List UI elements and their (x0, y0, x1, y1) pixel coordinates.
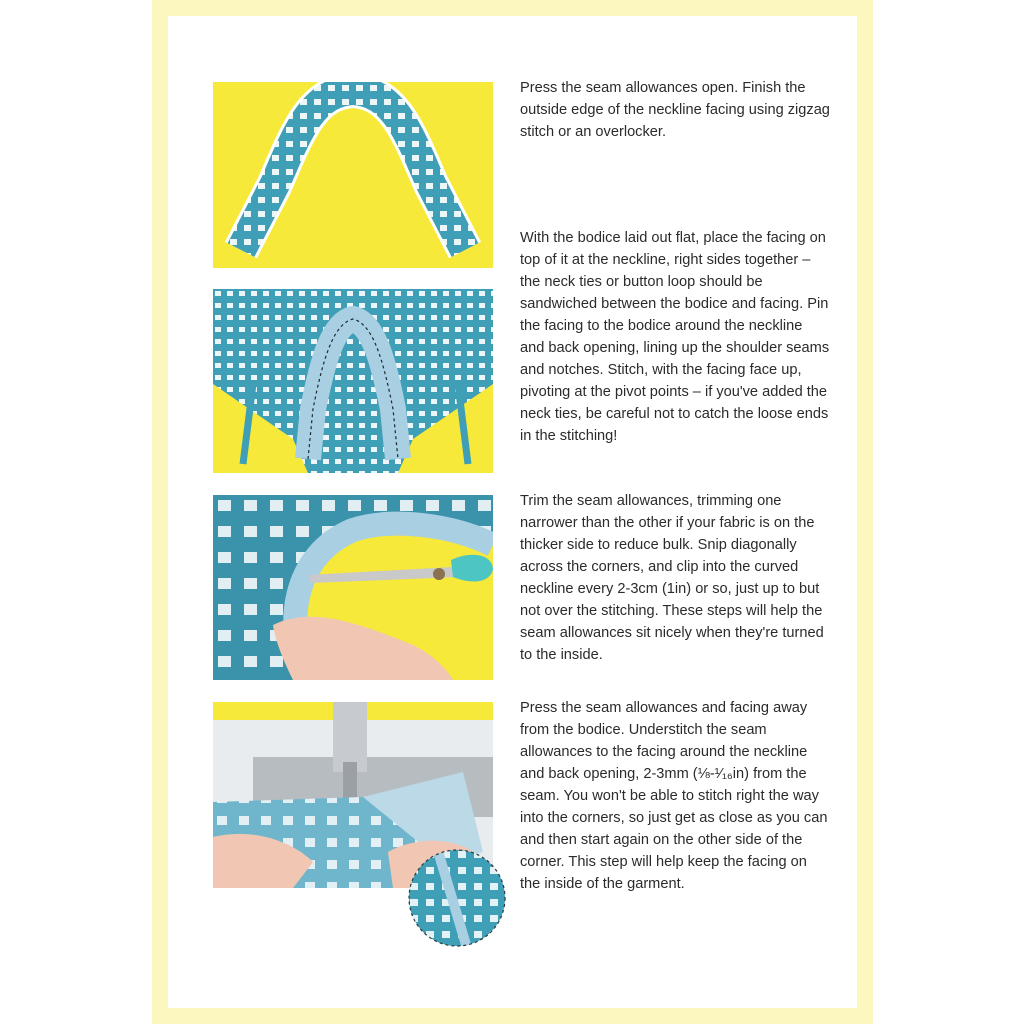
step-1-text: Press the seam allowances open. Finish the outside edge of the neckline facing using zigzag stitch or an overlocker. (520, 80, 830, 140)
detail-inset-circle (407, 848, 507, 948)
step-2-text: With the bodice laid out flat, place the facing on top of it at the neckline, right sides together – the neck ties or button loop should be sandwiched between the bodice and facing. Pin the facing to the bodice around the neckline and back opening, lining up the shoulder seams and notches. Stitch, with the facing face up, pivoting at the pivot points – if you've added the neck ties, be careful not to catch the loose ends in the stitching! (520, 230, 830, 444)
step-3-photo (213, 495, 493, 680)
step-4-text: Press the seam allowances and facing away from the bodice. Understitch the seam allowances to the facing around the neckline and back opening, 2-3mm (⅛-¹⁄₁₆in) from the seam. You won't be able to stitch right the way into the corners, so just get as close as you can and then start again on the other side of the corner. This step will help keep the facing on the inside of the garment. (520, 700, 828, 892)
step-2-photo (213, 289, 493, 473)
step-1-photo (213, 82, 493, 268)
step-3-text: Trim the seam allowances, trimming one narrower than the other if your fabric is on the thicker side to reduce bulk. Snip diagonally across the corners, and clip into the curved neckline every 2-3cm (1in) or so, just up to but not over the stitching. These steps will help the seam allowances sit nicely when they're turned to the inside. (520, 493, 824, 663)
